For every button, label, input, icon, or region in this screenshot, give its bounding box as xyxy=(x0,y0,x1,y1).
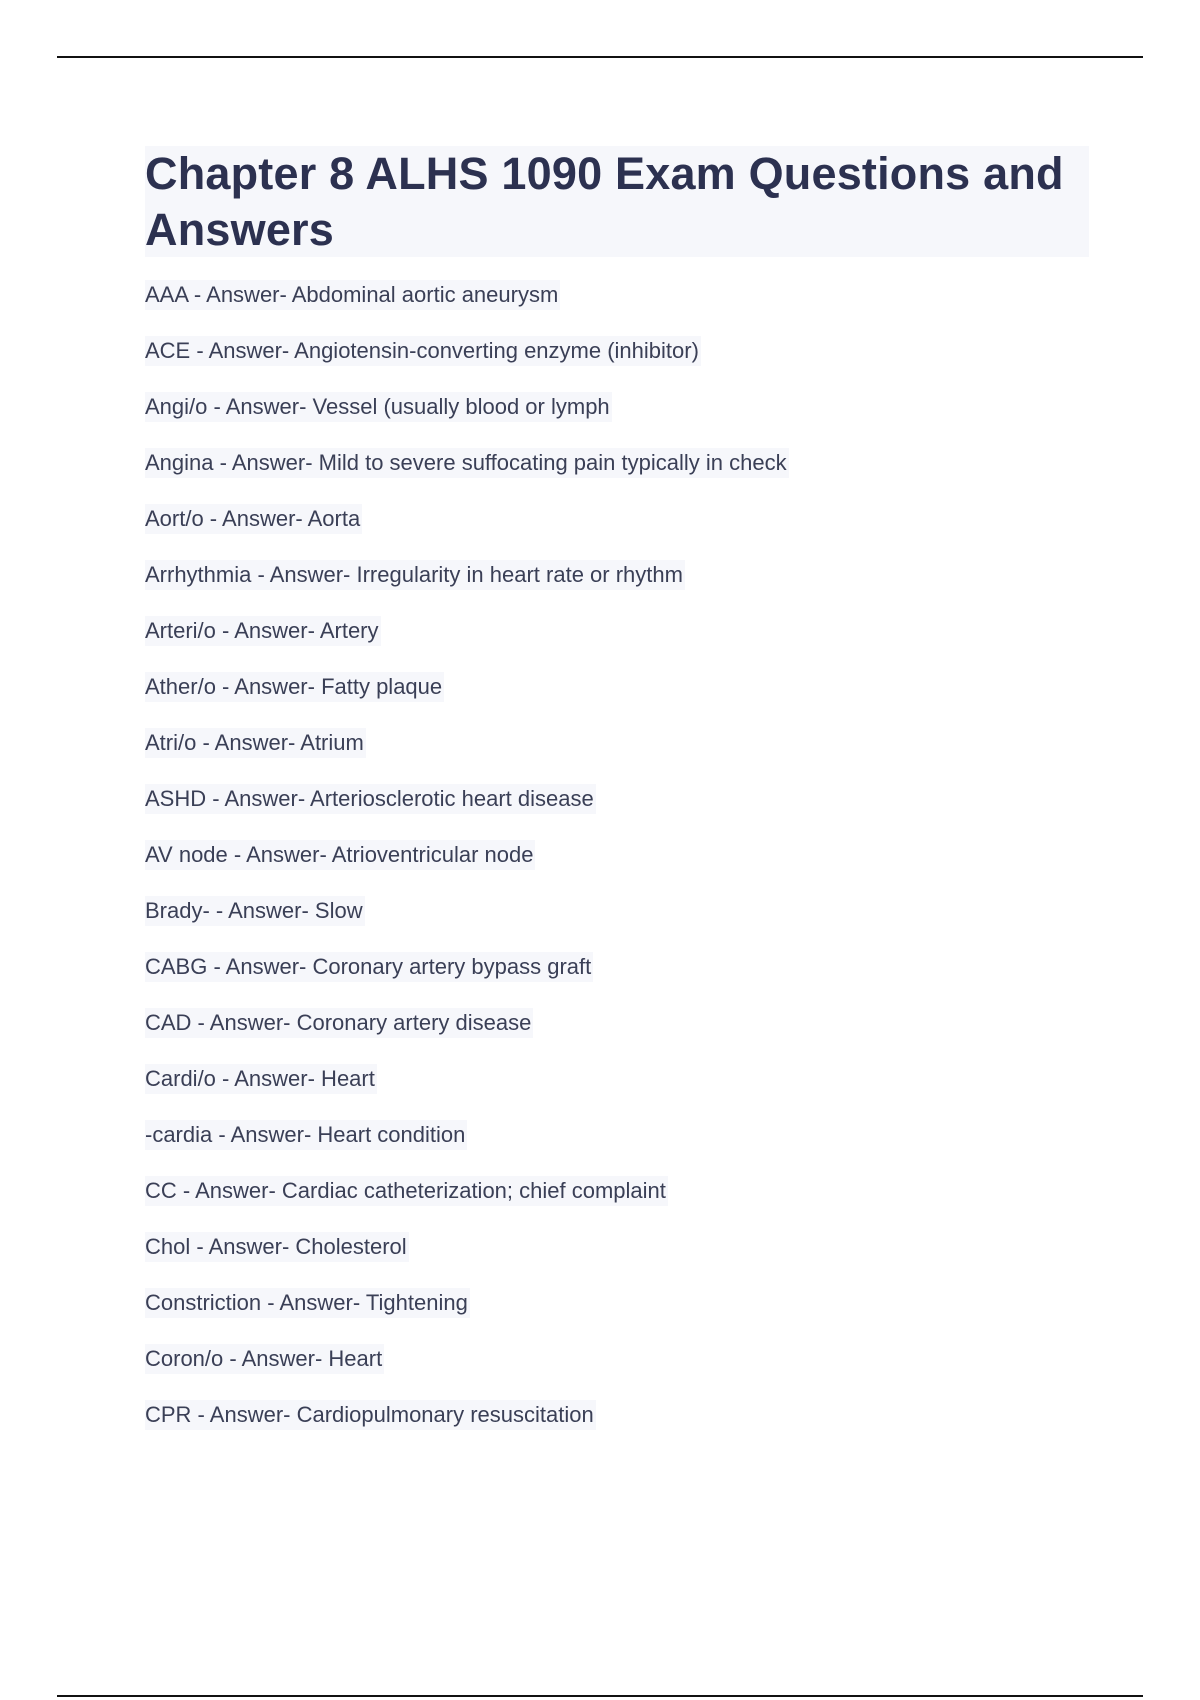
page-title: Chapter 8 ALHS 1090 Exam Questions and Answers xyxy=(145,148,1064,255)
qa-text: CAD - Answer- Coronary artery disease xyxy=(145,1008,533,1038)
list-item xyxy=(145,504,1095,560)
qa-text: ASHD - Answer- Arteriosclerotic heart disease xyxy=(145,784,596,814)
list-item xyxy=(145,1232,1095,1288)
qa-text: Angi/o - Answer- Vessel (usually blood or lymph xyxy=(145,392,612,422)
list-item xyxy=(145,616,1095,672)
qa-text: CC - Answer- Cardiac catheterization; chief complaint xyxy=(145,1176,668,1206)
qa-text: AV node - Answer- Atrioventricular node xyxy=(145,840,535,870)
list-item xyxy=(145,1064,1095,1120)
list-item xyxy=(145,672,1095,728)
list-item xyxy=(145,952,1095,1008)
qa-text: -cardia - Answer- Heart condition xyxy=(145,1120,467,1150)
qa-text: Chol - Answer- Cholesterol xyxy=(145,1232,409,1262)
qa-text: Ather/o - Answer- Fatty plaque xyxy=(145,672,444,702)
qa-text: Aort/o - Answer- Aorta xyxy=(145,504,362,534)
top-divider xyxy=(57,56,1143,58)
list-item xyxy=(145,1288,1095,1344)
qa-list xyxy=(145,280,1095,1456)
list-item xyxy=(145,728,1095,784)
list-item xyxy=(145,1400,1095,1456)
qa-text: Coron/o - Answer- Heart xyxy=(145,1344,384,1374)
list-item xyxy=(145,1008,1095,1064)
qa-text: Constriction - Answer- Tightening xyxy=(145,1288,470,1318)
qa-text: Atri/o - Answer- Atrium xyxy=(145,728,366,758)
list-item xyxy=(145,448,1095,504)
list-item xyxy=(145,1176,1095,1232)
qa-text: AAA - Answer- Abdominal aortic aneurysm xyxy=(145,280,560,310)
list-item xyxy=(145,392,1095,448)
qa-text: Angina - Answer- Mild to severe suffocating pain typically in check xyxy=(145,448,789,478)
list-item xyxy=(145,840,1095,896)
list-item xyxy=(145,1344,1095,1400)
list-item xyxy=(145,336,1095,392)
qa-text: CPR - Answer- Cardiopulmonary resuscitation xyxy=(145,1400,596,1430)
list-item xyxy=(145,280,1095,336)
qa-text: CABG - Answer- Coronary artery bypass graft xyxy=(145,952,593,982)
qa-text: Cardi/o - Answer- Heart xyxy=(145,1064,377,1094)
list-item xyxy=(145,784,1095,840)
bottom-divider xyxy=(57,1695,1143,1697)
list-item xyxy=(145,560,1095,616)
qa-text: ACE - Answer- Angiotensin-converting enzyme (inhibitor) xyxy=(145,336,701,366)
qa-text: Arteri/o - Answer- Artery xyxy=(145,616,381,646)
list-item xyxy=(145,896,1095,952)
qa-text: Arrhythmia - Answer- Irregularity in heart rate or rhythm xyxy=(145,560,685,590)
qa-text: Brady- - Answer- Slow xyxy=(145,896,365,926)
title-block xyxy=(145,146,1089,257)
list-item xyxy=(145,1120,1095,1176)
